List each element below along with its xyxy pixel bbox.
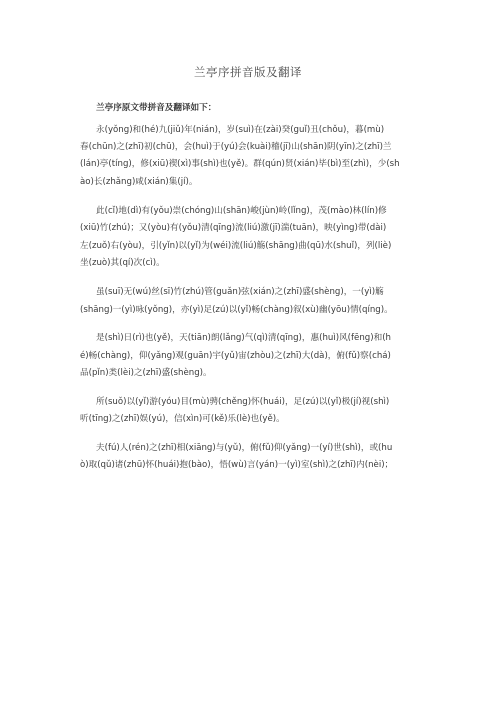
paragraph-line: (xiū)竹(zhú)；又(yòu)有(yǒu)清(qīng)流(liú)激(jī)湍(tuān)，映(yìng)带(dài) — [80, 223, 387, 233]
paragraph-line: 虽(suī)无(wú)丝(sī)竹(zhú)管(guǎn)弦(xián)之(zhī)盛(shèng)，一(yì)觞 — [96, 287, 384, 297]
paragraph-line: 夫(fú)人(rén)之(zhī)相(xiāng)与(yǔ)，俯(fǔ)仰(yǎng)一(yí)世(shì)，或(hu — [96, 443, 393, 453]
paragraph-line: ào)长(zhǎng)咸(xián)集(jí)。 — [80, 177, 198, 187]
paragraph-line: ò)取(qǔ)诸(zhū)怀(huái)抱(bào)，悟(wù)言(yán)一(yì)室(shì)之(zhī)内(nèi)； — [80, 460, 394, 470]
paragraph-line: 品(pǐn)类(lèi)之(zhī)盛(shèng)。 — [80, 368, 212, 378]
paragraph-line: 是(shì)日(rì)也(yě)，天(tiān)朗(lǎng)气(qì)清(qīng)，惠(huì)风(fēng)和(h — [96, 333, 391, 343]
section-subheading: 兰亭序原文带拼音及翻译如下： — [96, 103, 217, 113]
document-title: 兰亭序拼音版及翻译 — [194, 65, 302, 79]
paragraph-line: (lán)亭(tíng)，修(xiū)禊(xì)事(shì)也(yě)。群(qún)贤(xián)毕(bì)至(zhì)，少(sh — [80, 159, 400, 169]
paragraph-line: 此(cǐ)地(dì)有(yǒu)崇(chóng)山(shān)峻(jùn)岭(lǐng)，茂(mào)林(lín)修 — [96, 206, 387, 216]
paragraph-line: 永(yǒng)和(hé)九(jiǔ)年(nián)，岁(suì)在(zài)癸(guǐ)丑(chǒu)，暮(mù) — [96, 125, 385, 135]
paragraph-line: 所(suǒ)以(yǐ)游(yóu)目(mù)骋(chěng)怀(huái)，足(zú)以(yǐ)极(jí)视(shì) — [96, 397, 390, 407]
paragraph-line: 坐(zuò)其(qí)次(cì)。 — [80, 258, 165, 268]
paragraph-line: 左(zuǒ)右(yòu)，引(yǐn)以(yǐ)为(wéi)流(liú)觞(shāng)曲(qū)水(shuǐ)，列(liè) — [80, 241, 392, 251]
paragraph-line: é)畅(chàng)，仰(yǎng)观(guān)宇(yǔ)宙(zhòu)之(zhī)大(dà)，俯(fǔ)察(chá) — [80, 351, 391, 361]
paragraph-line: (shāng)一(yì)咏(yǒng)，亦(yì)足(zú)以(yǐ)畅(chàng)叙(xù)幽(yōu)情(qíng)。 — [80, 305, 393, 315]
paragraph-line: 听(tīng)之(zhī)娱(yú)，信(xìn)可(kě)乐(lè)也(yě)。 — [80, 414, 285, 424]
paragraph-line: 春(chūn)之(zhī)初(chū)，会(huì)于(yú)会(kuài)稽(jī)山(shān)阴(yīn)之(zhī)兰 — [80, 142, 392, 152]
